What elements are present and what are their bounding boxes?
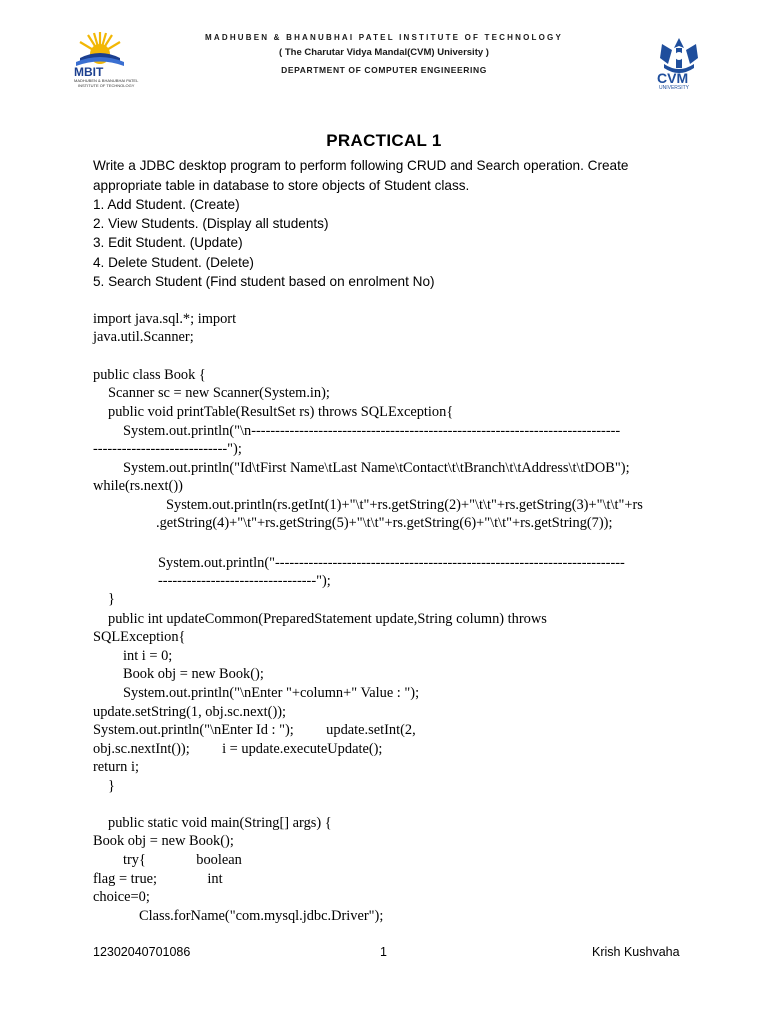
code-line: .getString(4)+"\t"+rs.getString(5)+"\t\t"+rs.getString(6)+"\t\t"+rs.getString(7)); xyxy=(156,515,613,531)
code-line: obj.sc.nextInt()); i = update.executeUpdate(); xyxy=(93,741,383,757)
code-line: System.out.println("\nEnter Id : "); update.setInt(2, xyxy=(93,722,416,738)
code-line: System.out.println("Id\tFirst Name\tLast Name\tContact\t\tBranch\t\tAddress\t\tDOB"); xyxy=(123,460,630,476)
footer-enrolment: 12302040701086 xyxy=(93,945,191,959)
code-line: Scanner sc = new Scanner(System.in); xyxy=(108,385,330,401)
footer-page-number: 1 xyxy=(380,945,387,959)
code-line: try{ boolean xyxy=(123,852,242,868)
statement-line: Write a JDBC desktop program to perform following CRUD and Search operation. Create xyxy=(93,158,629,173)
code-line: } xyxy=(108,591,115,607)
code-line: choice=0; xyxy=(93,889,150,905)
code-line: flag = true; int xyxy=(93,871,223,887)
institute-name: MADHUBEN & BHANUBHAI PATEL INSTITUTE OF TECHNOLOGY xyxy=(205,33,563,42)
task-item-5: 5. Search Student (Find student based on enrolment No) xyxy=(93,274,435,289)
code-line: Book obj = new Book(); xyxy=(93,833,234,849)
code-line: import java.sql.*; import xyxy=(93,311,237,327)
mbit-logo-sub1: MADHUBEN & BHANUBHAI PATEL xyxy=(74,78,139,83)
code-line: public static void main(String[] args) { xyxy=(108,815,332,831)
code-line: Book obj = new Book(); xyxy=(123,666,264,682)
university-name: ( The Charutar Vidya Mandal(CVM) University ) xyxy=(279,47,489,58)
statement-line: appropriate table in database to store objects of Student class. xyxy=(93,178,470,193)
code-line: public class Book { xyxy=(93,367,206,383)
mbit-logo-sub2: INSTITUTE OF TECHNOLOGY xyxy=(78,83,135,88)
code-line: public void printTable(ResultSet rs) throws SQLException{ xyxy=(108,404,454,420)
code-line: System.out.println(rs.getInt(1)+"\t"+rs.getString(2)+"\t\t"+rs.getString(3)+"\t\t"+rs xyxy=(166,497,643,513)
task-item-2: 2. View Students. (Display all students) xyxy=(93,216,329,231)
code-line: int i = 0; xyxy=(123,648,173,664)
code-line: SQLException{ xyxy=(93,629,186,645)
code-line: ---------------------------------"); xyxy=(158,573,331,589)
code-line: ----------------------------"); xyxy=(93,441,242,457)
department-name: DEPARTMENT OF COMPUTER ENGINEERING xyxy=(281,65,487,75)
cvm-logo-text: CVM xyxy=(657,70,689,86)
footer-author: Krish Kushvaha xyxy=(592,945,680,959)
task-item-3: 3. Edit Student. (Update) xyxy=(93,235,243,250)
code-line: System.out.println("------------------------------------------------------------------------- xyxy=(158,555,625,571)
mbit-logo-text: MBIT xyxy=(74,65,104,79)
task-item-1: 1. Add Student. (Create) xyxy=(93,197,240,212)
code-line: while(rs.next()) xyxy=(93,478,183,494)
cvm-logo-sub: UNIVERSITY xyxy=(659,85,690,90)
code-line: update.setString(1, obj.sc.next()); xyxy=(93,704,287,720)
code-line: Class.forName("com.mysql.jdbc.Driver"); xyxy=(139,908,384,924)
cvm-logo xyxy=(648,34,710,90)
code-line: public int updateCommon(PreparedStatement update,String column) throws xyxy=(108,611,547,627)
code-line: return i; xyxy=(93,759,139,775)
code-line: System.out.println("\nEnter "+column+" Value : "); xyxy=(123,685,420,701)
code-line: java.util.Scanner; xyxy=(93,329,194,345)
task-item-4: 4. Delete Student. (Delete) xyxy=(93,255,254,270)
page-title: PRACTICAL 1 xyxy=(326,131,442,150)
code-line: System.out.println("\n----------------------------------------------------------------------------- xyxy=(123,423,621,439)
code-line: } xyxy=(108,778,115,794)
